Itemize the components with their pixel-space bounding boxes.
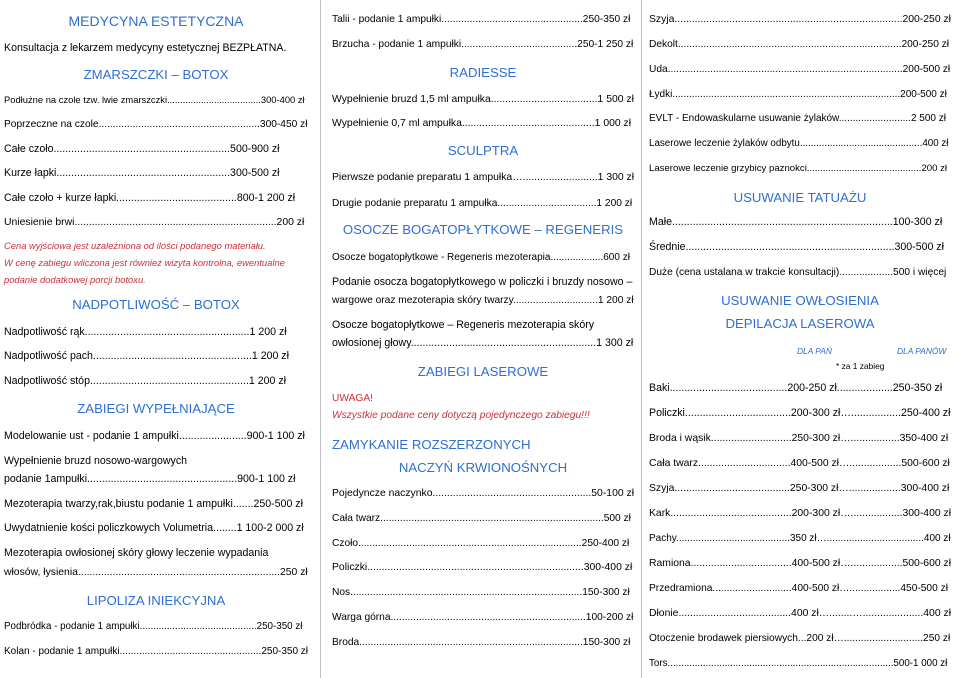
price-row: Wypełnienie 0,7 ml ampułka..............................................1 000 zł [332,118,632,129]
column-left [0,0,312,678]
column-middle [328,0,638,678]
price-row: Talii - podanie 1 ampułki..................................................250-350 zł [332,14,631,25]
heading-zabiegi-laserowe: ZABIEGI LASEROWE [417,364,549,379]
price-row: Łydki..................................................................................200-500 zł [649,89,947,100]
column-label-dla-panow: DLA PANÓW [897,346,947,356]
price-row: Podbródka - podanie 1 ampułki...........................................250-350 zł [4,621,303,632]
heading-zabiegi-wypelniajace: ZABIEGI WYPEŁNIAJĄCE [77,401,235,416]
botox-note: Cena wyjściowa jest uzależniona od ilości podanego materiału. [4,240,266,251]
price-row: Mezoterapia twarzy,rak,biustu podanie 1 ampułki.......250-500 zł [4,498,303,510]
price-row: Uwydatnienie kości policzkowych Volumetria........1 100-2 000 zł [4,522,304,534]
price-row: Uniesienie brwi......................................................................200 zł [4,217,305,228]
botox-note: W cenę zabiegu wliczona jest również wizyta kontrolna, ewentualne [4,257,285,268]
consultation-line: Konsultacja z lekarzem medycyny estetycznej BEZPŁATNA. [4,42,287,54]
price-row: Średnie.......................................................................300-500 zł [649,241,944,253]
price-row: Nadpotliwość pach......................................................1 200 zł [4,350,289,362]
price-row: owłosionej głowy...............................................................1 300 zł [332,337,634,349]
price-row: Przedramiona............................400-500 zł…..................450-500 zł [649,583,948,594]
column-divider [641,0,642,678]
price-row: Wypełnienie bruzd 1,5 ml ampułka.....................................1 500 zł [332,94,634,105]
price-row: Broda i wąsik............................250-300 zł….................350-400 zł [649,433,949,444]
price-row: Tors...................................................................................500-1 000 zł [649,658,948,669]
price-row: Cała twarz...............................................................................500 zł [332,513,631,524]
price-row: Szyja........................................250-300 zł…..................300-400 zł [649,483,950,494]
heading-zmarszczki-botox: ZMARSZCZKI – BOTOX [83,67,229,82]
heading-depilacja-laserowa: DEPILACJA LASEROWA [725,316,875,331]
price-row: włosów, łysienia......................................................................250 zł [4,567,308,578]
price-row: Otoczenie brodawek piersiowych...200 zł…............................250 zł [649,633,951,644]
price-row: Laserowe leczenie grzybicy paznokci...........................................200 zł [649,163,948,174]
price-row: Nadpotliwość rąk........................................................1 200 zł [4,326,287,338]
price-row: Policzki....................................200-300 zł….................250-400 zł [649,407,951,419]
heading-usuwanie-owlosienia: USUWANIE OWŁOSIENIA [721,293,879,308]
warning-label: UWAGA! [332,393,373,404]
price-row: Duże (cena ustalana w trakcie konsultacji)...................500 i więcej [649,267,947,278]
price-row: Kark..........................................200-300 zł…..................300-400 zł [649,508,952,519]
price-row: Wypełnienie bruzd nosowo-wargowych [4,455,188,467]
column-right [645,0,955,678]
price-row: Czoło...............................................................................250-400 zł [332,538,630,549]
price-row: Cała twarz................................400-500 zł…..................500-600 zł [649,458,950,469]
price-row: Dłonie.......................................400 zł…........….....................400 zł [649,608,951,619]
price-row: Baki........................................200-250 zł...................250-350 zł [649,382,943,394]
heading-lipoliza-iniekcyjna: LIPOLIZA INIEKCYJNA [86,593,226,608]
heading-medycyna-estetyczna: MEDYCYNA ESTETYCZNA [68,13,244,29]
heading-sculptra: SCULPTRA [447,143,519,158]
price-row: wargowe oraz mezoterapia skóry twarzy..............................1 200 zł [332,295,634,306]
price-row: Pojedyncze naczynko.......................................................50-100 zł [332,488,635,499]
heading-zamykanie-line1: ZAMYKANIE ROZSZERZONYCH [332,437,531,452]
column-divider [320,0,321,678]
price-row: Pachy.........................................350 zł…...................................400 zł [649,533,951,544]
price-row: Osocze bogatopłytkowe - Regeneris mezoterapia...................600 zł [332,252,630,263]
heading-radiesse: RADIESSE [449,65,517,80]
heading-usuwanie-tatuazu: USUWANIE TATUAŻU [733,190,867,205]
per-treatment-note: * za 1 zabieg [836,361,885,371]
price-row: EVLT - Endowaskularne usuwanie żylaków..........................2 500 zł [649,113,946,124]
heading-zamykanie-line2: NACZYŃ KRWIONOŚNYCH [398,460,568,475]
price-row: Poprzeczne na czole.........................................................300-450 zł [4,119,308,130]
price-row: Osocze bogatopłytkowe – Regeneris mezoterapia skóry [332,319,595,331]
price-row: Dekolt...............................................................................200-250 zł [649,39,950,50]
price-row: Laserowe leczenie żylaków odbytu.............................................400 zł [649,138,949,149]
warning-text: Wszystkie podane ceny dotyczą pojedynczego zabiegu!!! [332,410,590,421]
price-row: Całe czoło............................................................500-900 zł [4,143,280,155]
price-row: Pierwsze podanie preparatu 1 ampułka…..........................1 300 zł [332,172,635,183]
heading-osocze: OSOCZE BOGATOPŁYTKOWE – REGENERIS [342,222,624,237]
price-row: podanie 1ampułki...................................................900-1 100 zł [4,473,296,485]
price-row: Warga górna.....................................................................100-200 zł [332,612,634,623]
price-row: Drugie podanie preparatu 1 ampułka...................................1 200 zł [332,198,633,209]
price-row: Podłużne na czole tzw. lwie zmarszczki....................................300-400 zł [4,94,305,105]
price-row: Nos..................................................................................150-300 zł [332,587,630,598]
price-row: Broda...............................................................................150-300 zł [332,637,631,648]
botox-note: podanie dodatkowej porcji botoxu. [4,274,146,285]
price-row: Kolan - podanie 1 ampułki...................................................250-350 zł [4,646,309,657]
column-label-dla-pan: DLA PAŃ [797,346,832,356]
price-row: Całe czoło + kurze łapki.........................................800-1 200 zł [4,192,296,204]
price-row: Modelowanie ust - podanie 1 ampułki.......................900-1 100 zł [4,430,305,442]
price-row: Policzki...........................................................................300-400 zł [332,562,633,573]
price-row: Uda...................................................................................200-500 zł [649,64,951,75]
price-row: Brzucha - podanie 1 ampułki.........................................250-1 250 zł [332,39,634,50]
price-row: Kurze łapki...........................................................300-500 zł [4,167,280,179]
heading-nadpotliwosc-botox: NADPOTLIWOŚĆ – BOTOX [72,297,240,312]
price-row: Małe...........................................................................100-300 zł [649,216,943,228]
price-row: Nadpotliwość stóp......................................................1 200 zł [4,375,287,387]
price-row: Ramiona...................................400-500 zł…..................500-600 zł [649,558,952,569]
price-row: Mezoterapia owłosionej skóry głowy leczenie wypadania [4,547,269,559]
price-row: Podanie osocza bogatopłytkowego w policzki i bruzdy nosowo – [332,276,633,288]
price-row: Szyja...............................................................................200-250 zł [649,14,951,25]
